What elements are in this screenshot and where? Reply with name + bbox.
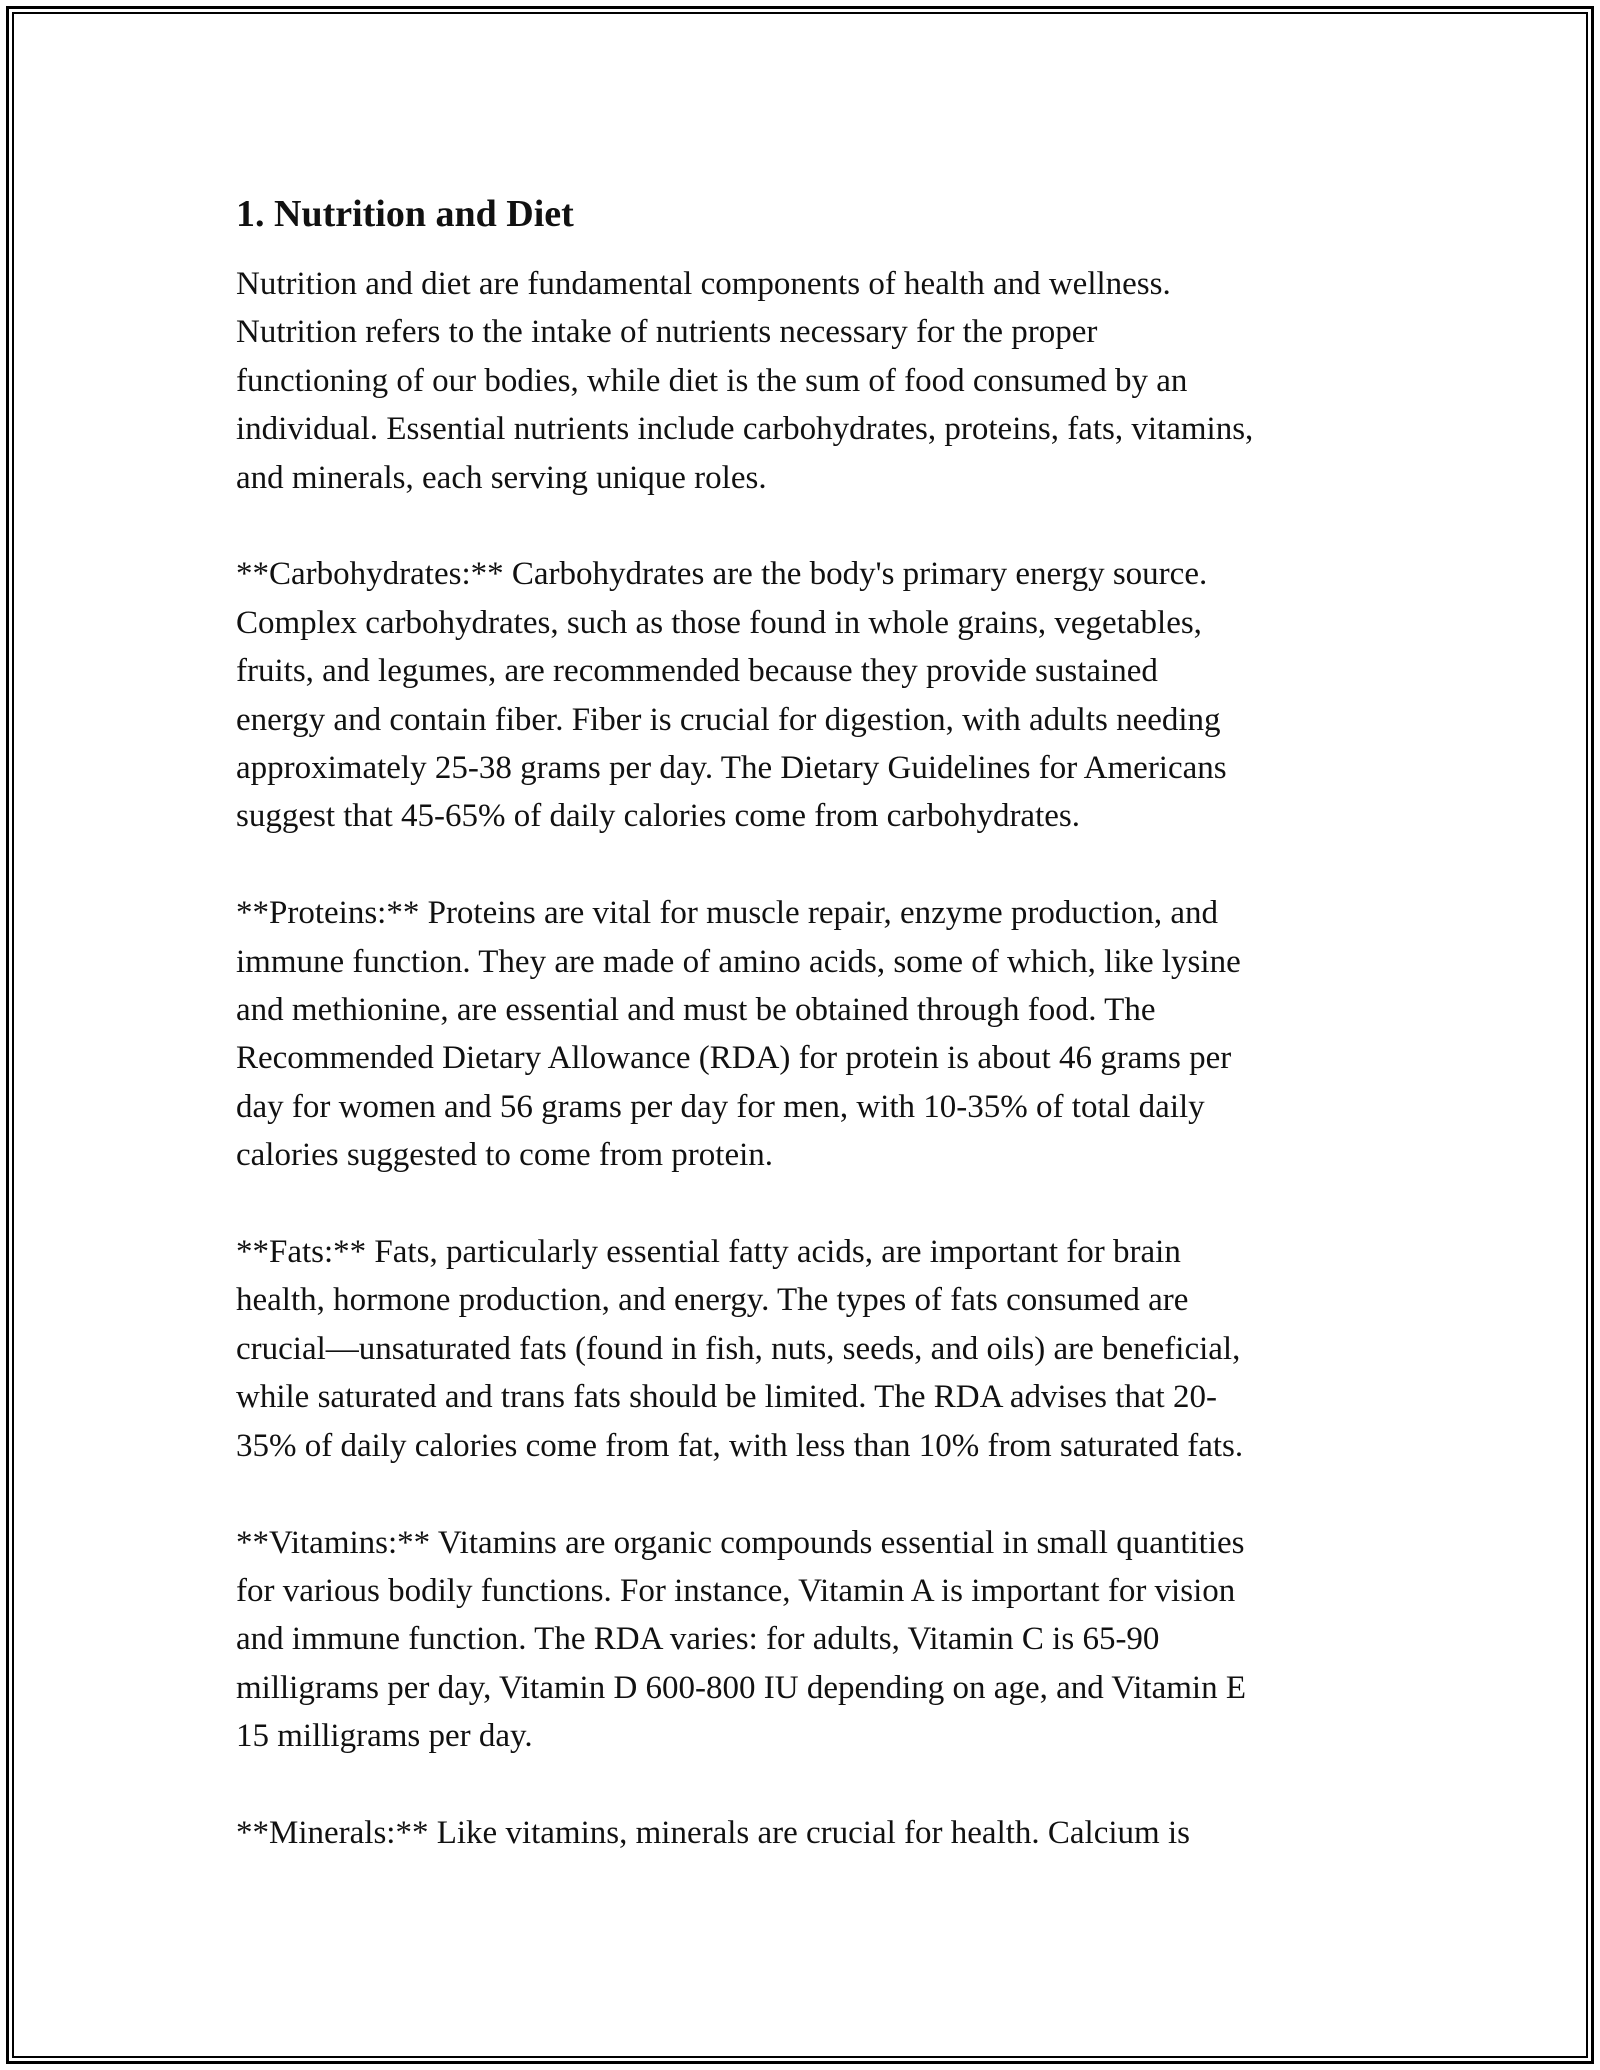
text-line: and immune function. The RDA varies: for adults, Vitamin C is 65-90 [236, 1621, 1160, 1658]
text-line: suggest that 45-65% of daily calories come from carbohydrates. [236, 798, 1080, 835]
text-line: Nutrition and diet are fundamental components of health and wellness. [236, 266, 1171, 302]
text-line: Recommended Dietary Allowance (RDA) for protein is about 46 grams per [236, 1040, 1232, 1077]
text-line: **Fats:** Fats, particularly essential fatty acids, are important for brain [236, 1234, 1181, 1271]
text-line: functioning of our bodies, while diet is the sum of food consumed by an [236, 362, 1188, 399]
paragraph-vitamins [236, 1519, 1376, 1761]
text-line: **Proteins:** Proteins are vital for muscle repair, enzyme production, and [236, 895, 1218, 932]
text-line: 15 milligrams per day. [236, 1718, 533, 1755]
text-line: approximately 25-38 grams per day. The Dietary Guidelines for Americans [236, 750, 1227, 787]
text-line: while saturated and trans fats should be limited. The RDA advises that 20- [236, 1379, 1217, 1416]
paragraph-carbohydrates [236, 550, 1376, 840]
text-line: **Vitamins:** Vitamins are organic compounds essential in small quantities [236, 1524, 1245, 1561]
text-line: day for women and 56 grams per day for men, with 10-35% of total daily [236, 1088, 1205, 1125]
text-line: energy and contain fiber. Fiber is crucial for digestion, with adults needing [236, 701, 1221, 738]
text-line: and methionine, are essential and must be obtained through food. The [236, 992, 1156, 1029]
text-line: **Carbohydrates:** Carbohydrates are the body's primary energy source. [236, 556, 1208, 593]
section-heading: 1. Nutrition and Diet [236, 193, 574, 235]
paragraph-fats [236, 1228, 1376, 1470]
paragraph-intro [236, 260, 1376, 502]
text-line: milligrams per day, Vitamin D 600-800 IU depending on age, and Vitamin E [236, 1669, 1246, 1706]
text-line: immune function. They are made of amino acids, some of which, like lysine [236, 943, 1241, 980]
text-line: for various bodily functions. For instance, Vitamin A is important for vision [236, 1572, 1236, 1609]
text-line: Complex carbohydrates, such as those found in whole grains, vegetables, [236, 604, 1202, 641]
text-line: individual. Essential nutrients include carbohydrates, proteins, fats, vitamins, [236, 411, 1254, 448]
text-line: and minerals, each serving unique roles. [236, 459, 767, 496]
text-line: fruits, and legumes, are recommended because they provide sustained [236, 653, 1158, 690]
text-line: Nutrition refers to the intake of nutrients necessary for the proper [236, 314, 1098, 351]
paragraph-proteins [236, 889, 1376, 1179]
text-line: health, hormone production, and energy. The types of fats consumed are [236, 1282, 1189, 1319]
text-line: **Minerals:** Like vitamins, minerals are crucial for health. Calcium is [236, 1814, 1190, 1851]
text-line: calories suggested to come from protein. [236, 1137, 774, 1174]
paragraph-minerals [236, 1809, 1376, 1857]
text-line: 35% of daily calories come from fat, with less than 10% from saturated fats. [236, 1427, 1244, 1464]
document-body [236, 190, 1376, 1906]
text-line: crucial—unsaturated fats (found in fish, nuts, seeds, and oils) are beneficial, [236, 1330, 1241, 1367]
